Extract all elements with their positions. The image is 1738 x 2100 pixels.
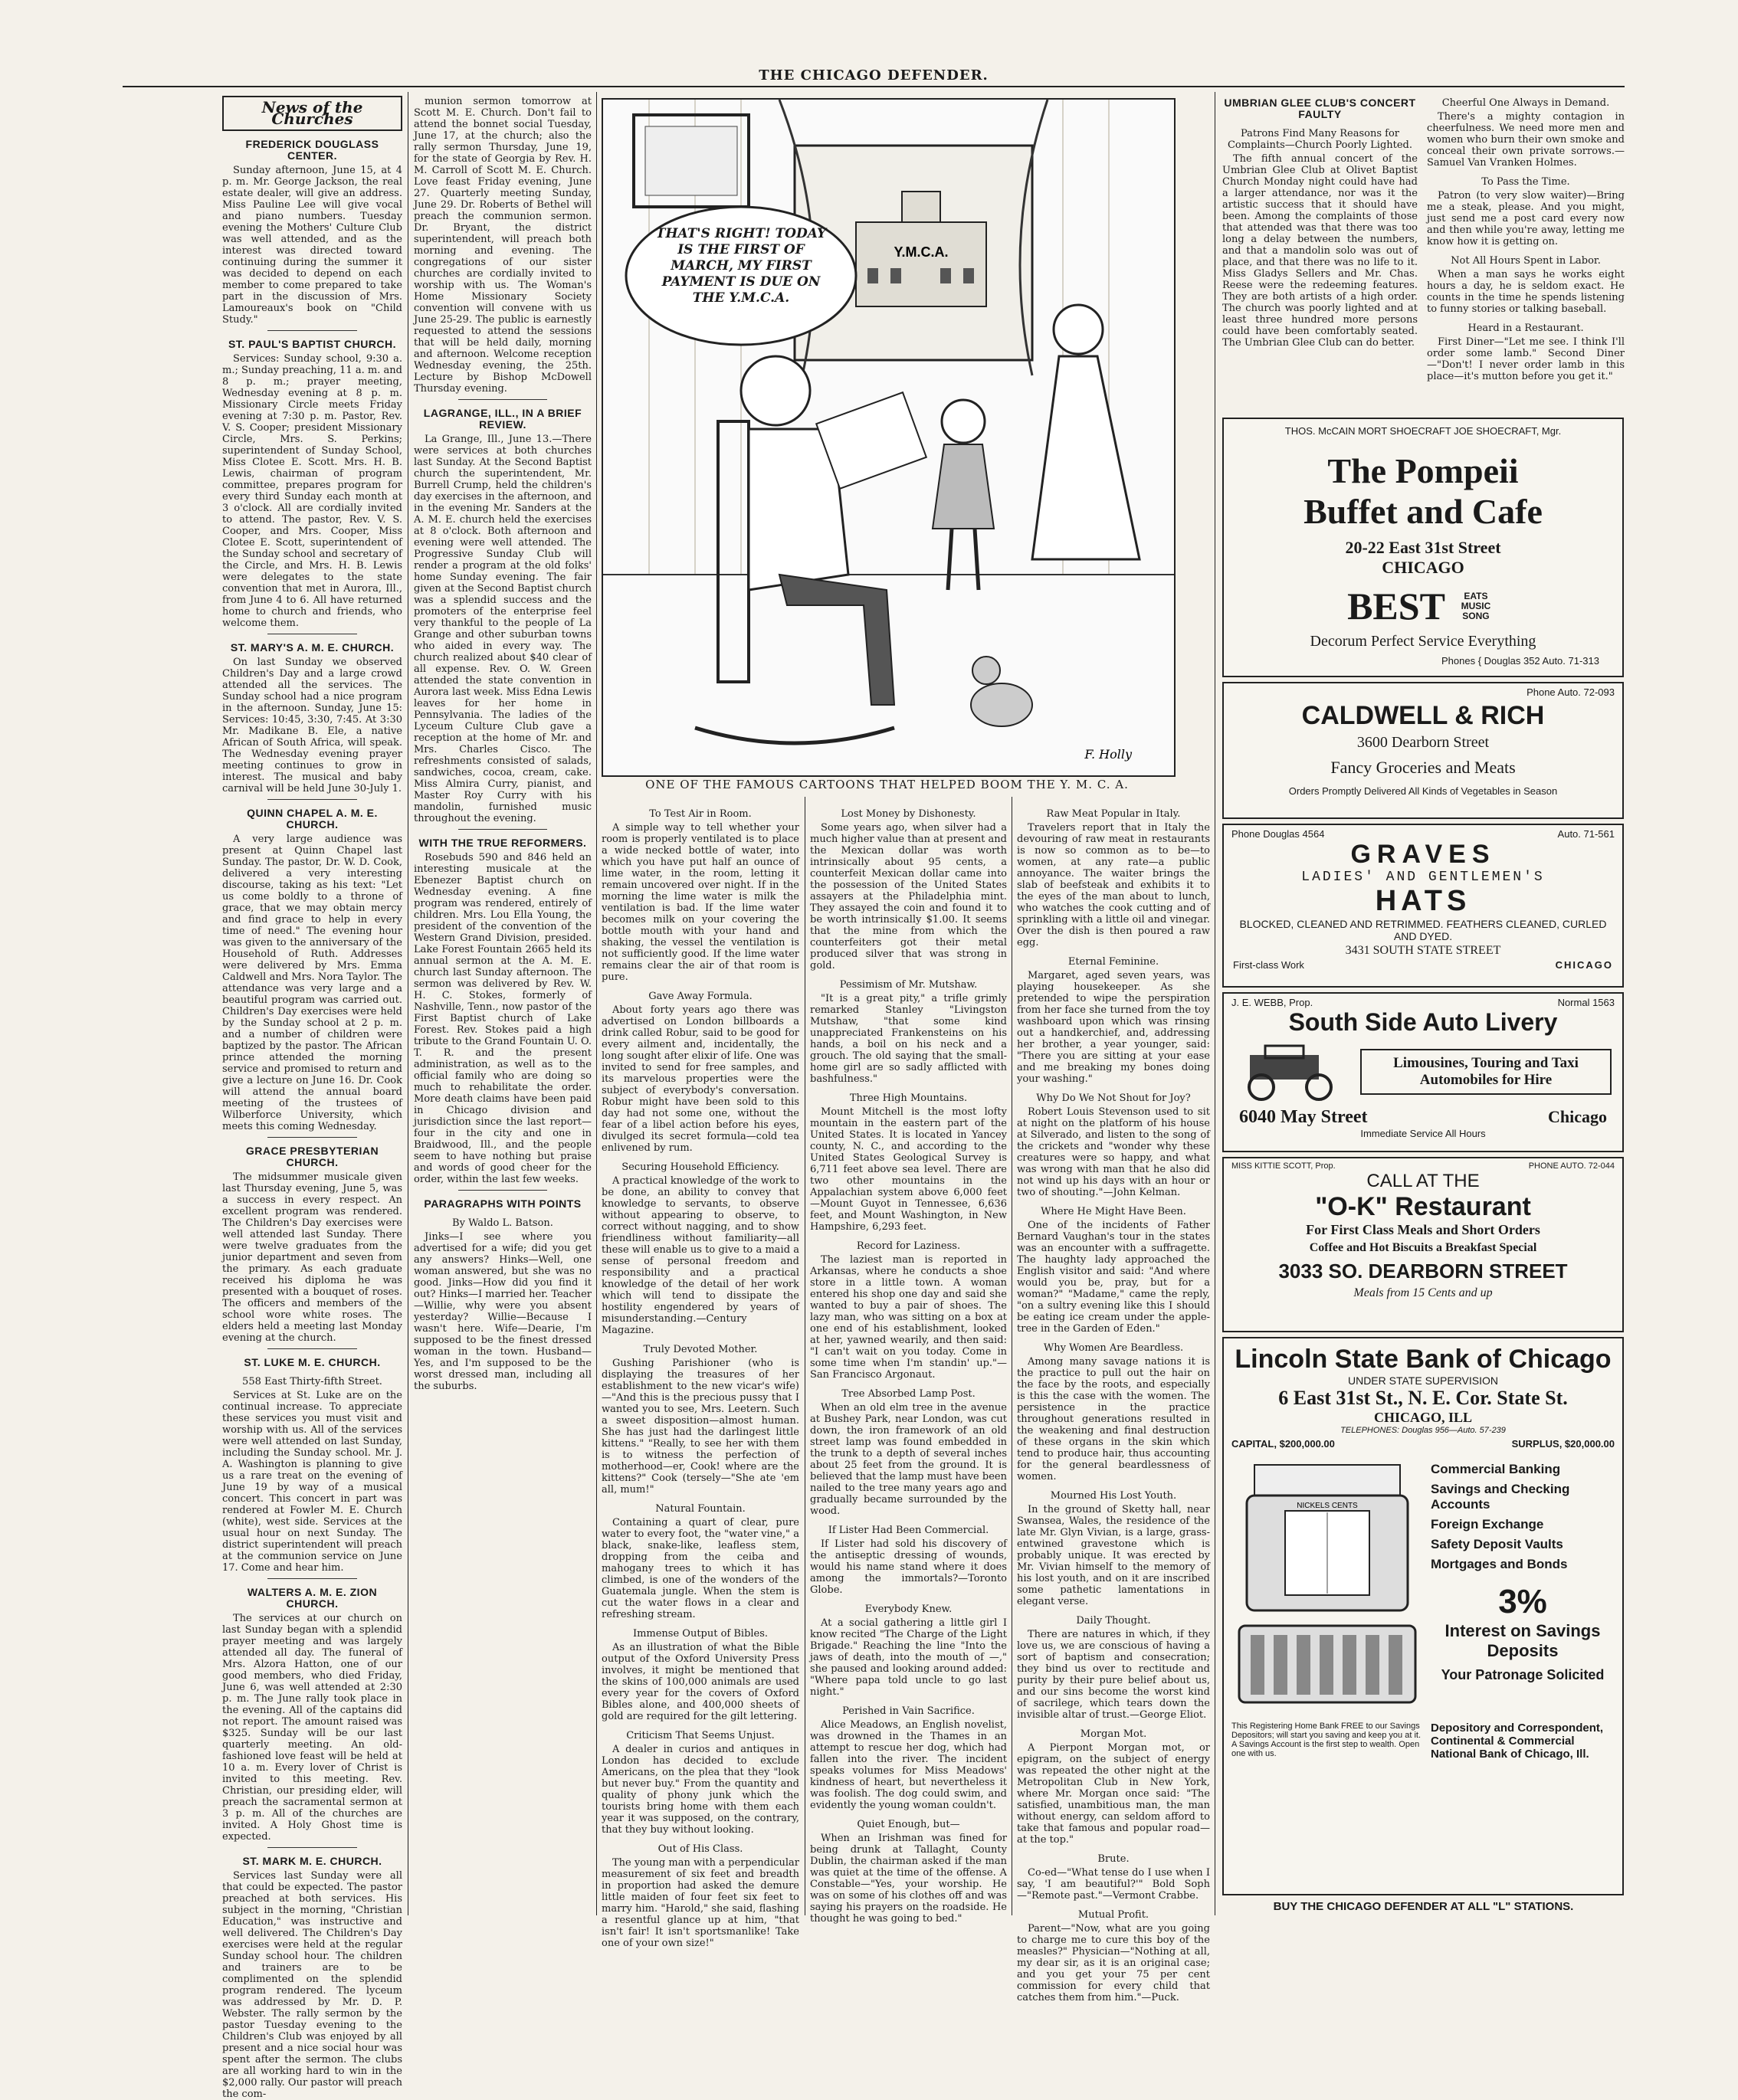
article-text: One of the incidents of Father Bernard Vaughan's tour in the states was an encounter with a suffragette. The haughty lady approached the English visitor and said: "And where would you be, pray, but for a woman?" "Madame," came the reply, "on a sultry evening like this I should be eating ice cream under the apple-tree in the Garden of Eden." xyxy=(1017,1220,1210,1335)
ad-hats: HATS xyxy=(1375,885,1471,917)
article-text: Robert Louis Stevenson used to sit at night on the platform of his house at Silverado, and listen to the song of the crickets and "wonder why these creatures were so happy, and what was wrong with man that he also did not wind up his days with an hour or two of shouting."—John Kelman. xyxy=(1017,1106,1210,1198)
article-text: Gushing Parishioner (who is displaying the treasures of her establishment to the new vicar's wife)—"And this is the precious pussy that I wanted you to see, Mrs. Leetern. Such a sweet disposition—almost human. She has just had the darlingest little kittens." "Really, to see her with them is to witness the perfection of motherhood—er, Cook! where are the kittens?" Cook (tersely—"She ate 'em all, mum!" xyxy=(602,1358,799,1496)
article-text: Patron (to very slow waiter)—Bring me a steak, please. And you might, just send me a post card every now and then while you're away, letting me know how it is getting on. xyxy=(1427,190,1625,247)
ad-owners: THOS. McCAIN MORT SHOECRAFT JOE SHOECRAFT, Mgr. xyxy=(1284,425,1562,437)
short-items-column xyxy=(1427,96,1625,410)
article-title: FREDERICK DOUGLASS CENTER. xyxy=(245,138,379,162)
article-text: munion sermon tomorrow at Scott M. E. Church. Don't fail to attend the bonnet social Tuesday, June 17, at the church; also the rally sermon Thursday, June 19, for the state of Georgia by Rev. H. M. Carroll of Scott M. E. Church. Love feast Friday evening, June 27. Quarterly meeting Sunday, June 29. Dr. Roberts of Bethel will preach the communion sermon. Dr. Bryant, the district superintendent, will preach both morning and evening. The congregations of our sister churches are cordially invited to worship with us. The Woman's Home Missionary Society convention will convene with us June 25-29. The public is earnestly requested to attend the sessions that will be held daily, morning and afternoon. Welcome reception Wednesday evening, the 25th. Lecture by Bishop McDowell Thursday evening. xyxy=(414,96,592,395)
article-text: Alice Meadows, an English novelist, was drowned in the Thames in an attempt to rescue her dog, which had fallen into the river. The incident speaks volumes for Miss Meadows' kindness of heart, but nevertheless it was foolish. The dog could swim, and evidently the young woman couldn't. xyxy=(810,1719,1007,1811)
ad-telephones: TELEPHONES: Douglas 956—Auto. 57-239 xyxy=(1340,1426,1506,1435)
article-title: ST. LUKE M. E. CHURCH. xyxy=(244,1356,381,1368)
divider xyxy=(458,399,547,400)
article-text: Mount Mitchell is the most lofty mountain in the eastern part of the United States. It is located in Yancey county, N. C., and according to the United States Geological Survey is 6,711 feet above sea level. There are two other mountains in the Appalachian system above 6,000 feet—Mount Guyot in Tennessee, 6,636 feet, and Mount Washington, in New Hampshire, 6,293 feet. xyxy=(810,1106,1007,1233)
article-title: Where He Might Have Been. xyxy=(1041,1206,1186,1217)
ad-city: CHICAGO xyxy=(1382,558,1464,577)
article-text: A dealer in curios and antiques in London has decided to exclude Americans, on the plea that they "look but never buy." From the quantity and quality of phony junk which the tourists bring home with them each year it was supposed, on the contrary, that they buy without looking. xyxy=(602,1744,799,1836)
article-title: ST. PAUL'S BAPTIST CHURCH. xyxy=(228,338,397,350)
ad-line: Coffee and Hot Biscuits a Breakfast Special xyxy=(1309,1241,1537,1254)
article-text: The laziest man is reported in Arkansas, where he conducts a shoe store in a little town. A woman entered his shop one day and said she wanted to buy a pair of shoes. The lazy man, who was sitting on a box at one end of his establishment, looked at her, yawned wearily, and then said: "I can't wait on you today. Come in some time when I'm standin' up."—San Francisco Argonaut. xyxy=(810,1254,1007,1381)
article-text: The young man with a perpendicular measurement of six feet and breadth in proportion had asked the demure little maiden of four feet six feet to marry him. "Harold," she said, flashing a resentful glance up at him, "that isn't fair! It isn't sportsmanlike! Take one of your own size!" xyxy=(602,1857,799,1949)
article-text: Containing a quart of clear, pure water to every foot, the "water vine," a black, snake-like, leafless stem, dropping from the ceiba and mahogany trees to which it has climbed, is one of the wonders of the Guatemala jungle. When the stem is cut the water flows in a clear and refreshing stream. xyxy=(602,1517,799,1620)
ad-service: Safety Deposit Vaults xyxy=(1431,1537,1563,1551)
article-title: Lost Money by Dishonesty. xyxy=(841,808,976,820)
ad-subtitle: LADIES' AND GENTLEMEN'S xyxy=(1301,870,1545,885)
divider xyxy=(267,1137,358,1138)
auto-livery-ad xyxy=(1222,992,1624,1152)
ad-slogan: Decorum Perfect Service Everything xyxy=(1310,633,1536,650)
church-news-column xyxy=(222,96,402,2100)
ad-title: Lincoln State Bank of Chicago xyxy=(1235,1345,1612,1374)
article-text: When an Irishman was fined for being drunk at Tallaght, County Dublin, the chairman asked if the man was quiet at the time of the offense. A Constable—"Yes, your worship. He was on some of his clothes off and was saying his prayers on the roadside. He thought he was going to bed." xyxy=(810,1833,1007,1925)
ad-footer: Orders Promptly Delivered All Kinds of Vegetables in Season xyxy=(1288,785,1558,797)
ad-phone: Auto. 71-561 xyxy=(1557,828,1615,840)
article-text: As an illustration of what the Bible output of the Oxford University Press involves, it might be mentioned that the skins of 100,000 animals are used every year for the covers of Oxford Bibles alone, and 400,000 sheets of gold are required for the gilt lettering. xyxy=(602,1642,799,1722)
ad-phone: Normal 1563 xyxy=(1557,997,1615,1008)
ad-address: 3431 SOUTH STATE STREET xyxy=(1345,944,1501,957)
article-title: Why Do We Not Shout for Joy? xyxy=(1036,1093,1191,1104)
article-title: QUINN CHAPEL A. M. E. CHURCH. xyxy=(247,807,378,830)
ad-title: CALDWELL & RICH xyxy=(1301,701,1545,730)
article-text: A practical knowledge of the work to be done, an ability to convey that knowledge to servants, to observe without appearing to observe, to correct without nagging, and to show friendliness without familiarity—all these will enable us to give to a maid a sense of personal freedom and responsibility and a practical knowledge of the detail of her work which will tend to dissipate the hostility engendered by years of misunderstanding.—Century Magazine. xyxy=(602,1175,799,1336)
ad-depository: Depository and Correspondent, Continental & Commercial National Bank of Chicago, Ill. xyxy=(1431,1722,1604,1761)
ad-service: Foreign Exchange xyxy=(1431,1517,1544,1532)
ad-address: 20-22 East 31st Street xyxy=(1345,538,1501,557)
article-title: Why Women Are Beardless. xyxy=(1043,1342,1184,1354)
ad-service: Savings and Checking Accounts xyxy=(1431,1482,1570,1512)
ad-middle-row xyxy=(1224,1037,1622,1107)
article-title: GRACE PRESBYTERIAN CHURCH. xyxy=(245,1145,379,1168)
ad-line: For First Class Meals and Short Orders xyxy=(1306,1222,1540,1237)
ad-best-row xyxy=(1224,584,1622,628)
church-news-header: News of the Churches xyxy=(222,96,402,131)
article-byline: By Waldo L. Batson. xyxy=(452,1217,553,1229)
divider xyxy=(458,829,547,830)
artist-signature: F. Holly xyxy=(1084,747,1132,762)
ad-top-row xyxy=(1224,994,1622,1008)
cartoon-illustration xyxy=(603,100,1174,775)
article-title: ST. MARY'S A. M. E. CHURCH. xyxy=(230,641,395,654)
ad-city: CHICAGO, ILL xyxy=(1373,1410,1473,1425)
ad-right: CHICAGO xyxy=(1555,959,1613,971)
ad-best: BEST xyxy=(1347,585,1445,627)
divider xyxy=(267,1348,358,1349)
pompeii-ad xyxy=(1222,418,1624,677)
article-text: Travelers report that in Italy the devouring of raw meat in restaurants is now so common as to be—to women, at any rate—a public annoyance. The waiter brings the slab of beefsteak and exhibits it to the eyes of the man about to lunch, who watches the cook cutting and of sprinkling with a little oil and vinegar. Over the dish is then poured a raw egg. xyxy=(1017,822,1210,948)
ad-tagline: EATS MUSIC SONG xyxy=(1461,590,1491,621)
ad-title: Buffet and Cafe xyxy=(1304,492,1543,531)
article-title: Cheerful One Always in Demand. xyxy=(1441,97,1610,109)
article-title: Heard in a Restaurant. xyxy=(1467,323,1584,334)
article-title: If Lister Had Been Commercial. xyxy=(828,1525,989,1536)
ad-rate: 3% xyxy=(1498,1583,1547,1620)
ad-line: BLOCKED, CLEANED AND RETRIMMED. FEATHERS CLEANED, CURLED AND DYED. xyxy=(1239,918,1607,942)
article-text: Margaret, aged seven years, was playing housekeeper. As she pretended to wipe the perspiration from her face she turned from the toy washboard upon which was rinsing out a handkerchief, and, addressing her brother, a year younger, said: "There you are sitting at your ease and me breaking my bones doing your washing." xyxy=(1017,970,1210,1085)
ad-line: Fancy Groceries and Meats xyxy=(1330,758,1516,777)
ad-promo: This Registering Home Bank FREE to our Savings Depositors; will start you saving and keep you at it. A Savings Account is the first step to wealth. Open one with us. xyxy=(1231,1722,1422,1758)
ad-footer: Immediate Service All Hours xyxy=(1360,1128,1486,1139)
ad-phones: Phones { Douglas 352 Auto. 71-313 xyxy=(1441,655,1599,667)
article-text: Services at St. Luke are on the continual increase. To appreciate these services you must visit and worship with us. All of the services were well attended on last Sunday, including the Sunday school. Mr. J. A. Washington is planning to give us a rare treat on the evening of June 19 by way of a musical concert. This concert in part was rendered at Fowler M. E. Church (white), west side. Services at the usual hour on next Sunday. The district superintendent will preach at the communion service on June 17. Come and hear him. xyxy=(222,1390,402,1574)
ad-address: 6040 May Street xyxy=(1239,1107,1368,1127)
article-title: WITH THE TRUE REFORMERS. xyxy=(418,837,587,849)
article-text: Services last Sunday were all that could be expected. The pastor preached at both services. His subject in the morning, "Christian Education," was instructive and well delivered. The Children's Day exercises were held at the regular Sunday school hour. The children and trainers are to be complimented on the splendid program rendered. The lyceum was addressed by Mr. D. P. Webster. The rally sermon by the pastor Tuesday evening to the Children's Club was enjoyed by all present and a nice social hour was spent after the sermon. The clubs are all working hard to win in the $2,000 rally. Our pastor will preach the com- xyxy=(222,1870,402,2100)
article-text: A Pierpont Morgan mot, or epigram, on the subject of energy was repeated the other night at the Metropolitan Club in New York, where Mr. Morgan once said: "The satisfied, unambitious man, the man without energy, can seldom afford to take that famous and popular road—at the top." xyxy=(1017,1742,1210,1846)
column-rule-2 xyxy=(596,92,597,1915)
ad-phone-row xyxy=(1224,825,1622,840)
article-text: When a man says he works eight hours a day, he is seldom exact. He counts in the time he spends listening to funny stories or talking baseball. xyxy=(1427,269,1625,315)
ad-service: Mortgages and Bonds xyxy=(1431,1557,1568,1571)
ad-top-row xyxy=(1224,1158,1622,1171)
ad-title: GRAVES xyxy=(1350,840,1496,869)
article-title: Mutual Profit. xyxy=(1077,1909,1149,1921)
lincoln-bank-ad xyxy=(1222,1337,1624,1895)
article-text: Services: Sunday school, 9:30 a. m.; Sunday preaching, 11 a. m. and 8 p. m.; prayer meeting, Wednesday evening at 8 p. m. Missionary Circle meets Friday evening at 7:30 p. m. Pastor, Rev. V. S. Cooper; president Missionary Circle, Mrs. S. Perkins; superintendent of Sunday School, Miss Clotee E. Scott. Mrs. H. B. Lewis, chairman of program committee, prepares program for every third Sunday each month at 3 o'clock. All are cordially invited to attend. The pastor, Rev. V. S. Cooper, and Mrs. Cooper, Miss Clotee E. Scott, superintendent of the Sunday school and secretary of the Circle, and Mrs. H. B. Lewis were delegates to the state convention that met in Aurora, Ill., from June 4 to 6. All have returned home to church and friends, who welcome them. xyxy=(222,353,402,629)
article-title: Securing Household Efficiency. xyxy=(621,1161,779,1173)
news-column-5 xyxy=(1017,801,1210,2003)
glee-club-article xyxy=(1222,96,1418,410)
article-title: Natural Fountain. xyxy=(655,1503,746,1515)
article-text: At a social gathering a little girl I know recited "The Charge of the Light Brigade." Reaching the line "Into the jaws of death, into the mouth of —," she paused and looking around added: "Where papa told uncle to go last night." xyxy=(810,1617,1007,1698)
article-title: ST. MARK M. E. CHURCH. xyxy=(242,1855,382,1867)
article-title: Not All Hours Spent in Labor. xyxy=(1451,255,1601,267)
article-text: There's a mighty contagion in cheerfulness. We need more men and women who burn their own smoke and conceal their own private sorrows.—Samuel Van Vranken Holmes. xyxy=(1427,111,1625,169)
article-title: Out of His Class. xyxy=(657,1843,743,1855)
caldwell-rich-ad xyxy=(1222,682,1624,819)
ad-phone: PHONE AUTO. 72-044 xyxy=(1528,1161,1615,1171)
ad-interest: Interest on Savings Deposits xyxy=(1445,1621,1601,1660)
ok-restaurant-ad xyxy=(1222,1157,1624,1332)
article-subtitle: 558 East Thirty-fifth Street. xyxy=(242,1376,382,1387)
article-text: Jinks—I see where you advertised for a wife; did you get any answers? Hinks—Well, one woman answered, but she was no good. Jinks—How did you find it out? Hinks—I married her. Teacher—Willie, why were you absent yesterday? Willie—Because I wasn't here. Wife—Dearie, I'm supposed to be the finest dressed woman in the town. Husband—Yes, and I'm supposed to be the worst dressed man, including all the suburbs. xyxy=(414,1231,592,1392)
ad-patronage: Your Patronage Solicited xyxy=(1441,1667,1605,1682)
news-column-3 xyxy=(602,801,799,1949)
article-text: About forty years ago there was advertised on London billboards a drink called Robur, said to be good for every ailment and, incidentally, the long sought after elixir of life. One was invited to send for free samples, and its marvelous properties were the subject of everybody's conversation. Robur might have been sold to this day had not some one, without the fear of a libel action before his eyes, divulged its secret formula—cold tea enlivened by rum. xyxy=(602,1004,799,1154)
ad-address: 3600 Dearborn Street xyxy=(1356,734,1490,751)
article-text: Among many savage nations it is the practice to pull out the hair on the face by the roots, and especially is this the case with the women. The persistence in the practice throughout generations resulted in the weakening and final destruction of these organs in the skin which tend to produce hair, thus accounting for the general beardlessness of women. xyxy=(1017,1356,1210,1482)
article-title: Everybody Knew. xyxy=(864,1604,953,1615)
ad-call: CALL AT THE xyxy=(1366,1171,1480,1191)
divider xyxy=(267,1847,358,1848)
article-title: PARAGRAPHS WITH POINTS xyxy=(424,1197,582,1210)
article-title: Truly Devoted Mother. xyxy=(643,1344,758,1355)
ad-service: Commercial Banking xyxy=(1431,1462,1561,1476)
article-title: Mourned His Lost Youth. xyxy=(1050,1490,1177,1502)
article-title: UMBRIAN GLEE CLUB'S CONCERT FAULTY xyxy=(1224,97,1416,120)
article-title: Gave Away Formula. xyxy=(648,991,753,1002)
ad-title: The Pompeii xyxy=(1327,451,1519,490)
article-text: The services at our church on last Sunday began with a splendid prayer meeting and was largely attended all day. The funeral of Mrs. Alzora Hatton, one of our good members, who died Friday, June 6, was well attended at 2:30 p. m. The June rally took place in the evening. All of the captains did not report. The amount raised was $325. Sunday will be our last quarterly meeting. An old-fashioned love feast will be held at 10 a. m. Every lover of Christ is invited to this meeting. Rev. Christian, our presiding elder, will preach the sacramental sermon at 3 p. m. All of the churches are invited. A Holy Ghost time is expected. xyxy=(222,1613,402,1843)
ad-capital: CAPITAL, $200,000.00 xyxy=(1231,1438,1335,1450)
article-title: To Test Air in Room. xyxy=(649,808,752,820)
article-title: Raw Meat Popular in Italy. xyxy=(1046,808,1181,820)
ad-title: "O-K" Restaurant xyxy=(1315,1192,1531,1221)
article-title: Morgan Mot. xyxy=(1080,1728,1147,1740)
article-text: The midsummer musicale given last Thursday evening, June 5, was a success in every respect. An excellent program was rendered. The Children's Day exercises were well attended last Sunday. There were twelve graduates from the junior department and seven from the primary. As each graduate received his diploma he was presented with a bouquet of roses. The officers and members of the school wore white roses. The elders held a meeting last Monday evening at the church. xyxy=(222,1171,402,1344)
article-title: Eternal Feminine. xyxy=(1067,956,1159,968)
ad-title: South Side Auto Livery xyxy=(1288,1008,1558,1036)
ad-coin-bank xyxy=(1231,1457,1423,1714)
ad-services xyxy=(1431,1457,1615,1714)
article-text: There are natures in which, if they love us, we are conscious of having a sort of baptism and consecration; they bind us over to rectitude and purity by their pure belief about us, and our sins become the worst kind of sacrilege, which tears down the invisible altar of trust.—George Eliot. xyxy=(1017,1629,1210,1721)
article-title: Quiet Enough, but— xyxy=(857,1819,960,1830)
article-text: Rosebuds 590 and 846 held an interesting musicale at the Ebenezer Baptist church on Wednesday evening. A fine program was rendered, entirely of children. Mrs. Lou Ella Young, the president of the convention of the Western Grand Division, presided. Lake Forest Fountain 2665 held its annual sermon at the A. M. E. church last Sunday afternoon. The sermon was delivered by Rev. W. H. C. Stokes, formerly of Nashville, Tenn., now pastor of the First Baptist church of Lake Forest. Rev. Stokes paid a high tribute to the Grand Fountain U. O. T. R. and the present administration, as well as to the official family who are doing so much to rehabilitate the order. More death claims have been paid in Chicago division and jurisdiction since the last report—four in the city and one in Braidwood, Ill., and the people seem to have nothing but praise and words of good cheer for the order, within the last few weeks. xyxy=(414,852,592,1185)
article-title: Immense Output of Bibles. xyxy=(632,1628,769,1640)
divider xyxy=(267,330,358,331)
article-title: WALTERS A. M. E. ZION CHURCH. xyxy=(247,1586,378,1610)
article-title: Pessimism of Mr. Mutshaw. xyxy=(839,979,978,991)
article-title: Three High Mountains. xyxy=(849,1093,968,1104)
ymca-cartoon xyxy=(602,98,1176,777)
ad-surplus: SURPLUS, $20,000.00 xyxy=(1511,1438,1615,1450)
article-title: LAGRANGE, ILL., IN A BRIEF REVIEW. xyxy=(423,407,582,431)
article-title: Perished in Vain Sacrifice. xyxy=(842,1705,975,1717)
article-text: Some years ago, when silver had a much higher value than at present and the Mexican dollar was worth intrinsically about 95 cents, a counterfeit Mexican dollar came into the possession of the United States assayers at the Philadelphia mint. They assayed the coin and found it to be worth intrinsically $1.00. It seems that the mine from which the counterfeiters got their metal produced silver that was strong in gold. xyxy=(810,822,1007,971)
article-text: In the ground of Sketty hall, near Swansea, Wales, the residence of the late Mr. Glyn Vivian, is a large, grass-entwined gravestone which is probably unique. It was erected by Mr. Vivian himself to the memory of his lost youth, and on it are inscribed some pathetic lamentations in elegant verse. xyxy=(1017,1504,1210,1607)
ad-prop: J. E. WEBB, Prop. xyxy=(1231,997,1313,1008)
top-rule xyxy=(123,86,1625,87)
article-text: Co-ed—"What tense do I use when I say, 'I am beautiful?'" Bold Soph—"Remote past."—Vermont Crabbe. xyxy=(1017,1867,1210,1902)
footer-tagline: BUY THE CHICAGO DEFENDER AT ALL "L" STATIONS. xyxy=(1273,1900,1574,1913)
ad-address-row xyxy=(1224,1107,1622,1128)
article-text: A very large audience was present at Quinn Chapel last Sunday. The pastor, Dr. W. D. Cook, delivered a very interesting discourse, taking as his text: "Let us come boldly to a throne of grace, that we may obtain mercy and find grace to help in every time of need." The evening hour was given to the anniversary of the Household of Ruth. Addresses were delivered by Mrs. Emma Caldwell and Mrs. Nora Taylor. The attendance was very large and a beautiful program was carried out. Children's Day exercises were held by the Sunday school at 2 p. m. and a number of children were baptized by the pastor. The African prince attended the morning service and promised to return and give a lecture on June 16. Dr. Cook will attend the annual board meeting of the trustees of Wilberforce University, which meets this coming Wednesday. xyxy=(222,834,402,1132)
cartoon-caption: ONE OF THE FAMOUS CARTOONS THAT HELPED BOOM THE Y. M. C. A. xyxy=(645,778,1129,791)
article-title: Tree Absorbed Lamp Post. xyxy=(841,1388,976,1400)
ad-bank-footer xyxy=(1224,1718,1622,1764)
ad-left: First-class Work xyxy=(1233,959,1304,971)
ad-city: Chicago xyxy=(1548,1107,1607,1126)
article-title: Criticism That Seems Unjust. xyxy=(626,1730,775,1741)
ad-address: 3033 SO. DEARBORN STREET xyxy=(1278,1260,1568,1283)
automobile-icon xyxy=(1235,1041,1349,1102)
article-text: "It is a great pity," a trifle grimly remarked Stanley "Livingston Mutshaw, "that some kind unappreciated Frankensteins on his hands, a boil on his neck and a grouch. The old saying that the small-home girl are so sadly afflicted with bashfulness." xyxy=(810,993,1007,1085)
article-text: On last Sunday we observed Children's Day and a large crowd attended all the services. The Sunday school had a nice program in the afternoon. Sunday, June 15: Services: 10:45, 3:30, 7:45. At 3:30 Mr. Madikane B. Ele, a native African of South Africa, will speak. The Wednesday evening prayer meeting continues to grow in interest. The musical and baby carnival will be held June 30-July 1. xyxy=(222,657,402,794)
divider xyxy=(267,799,358,800)
article-title: Record for Laziness. xyxy=(856,1240,961,1252)
ad-phone: Phone Auto. 72-093 xyxy=(1526,686,1615,698)
masthead: THE CHICAGO DEFENDER. xyxy=(759,67,989,84)
article-text: Parent—"Now, what are you going to charge me to cure this boy of the measles?" Physician—"Nothing at all, my dear sir, as it is an original case; and you get your 75 per cent commission for every child that catches them from him."—Puck. xyxy=(1017,1923,1210,2003)
ad-address: 6 East 31st St., N. E. Cor. State St. xyxy=(1278,1387,1568,1409)
ad-bank-body xyxy=(1224,1453,1622,1718)
ad-phone: Phone Douglas 4564 xyxy=(1231,828,1325,840)
article-text: First Diner—"Let me see. I think I'll order some lamb." Second Diner—"Don't! I never order lamb in this place—it's mutton before you get it." xyxy=(1427,336,1625,382)
article-text: The fifth annual concert of the Umbrian Glee Club at Olivet Baptist Church Monday night could have had a larger attendance, nor was it the artistic success that it should have been. Among the complaints of those that attended was that there was too long a delay between the numbers, and that a mandolin solo was out of place, and that there was no life to it. Miss Gladys Sellers and Mr. Chas. Reese were the redeeming features. They are both artists of a high order. The church was poorly lighted and at least three hundred more persons could have been comfortably seated. The Umbrian Glee Club can do better. xyxy=(1222,153,1418,349)
ad-subtitle: UNDER STATE SUPERVISION xyxy=(1347,1374,1499,1387)
article-text: Sunday afternoon, June 15, at 4 p. m. Mr. George Jackson, the real estate dealer, will give an address. Miss Pauline Lee will give vocal and piano numbers. Tuesday evening the Mothers' Culture Club was well attended, and as the interest was directed toward continuing during the summer it was decided to depend on each member to come prepared to take part in the discussion of Mrs. Lamoureaux's book on "Child Study." xyxy=(222,165,402,326)
news-column-2 xyxy=(414,96,592,1919)
article-text: If Lister had sold his discovery of the antiseptic dressing of wounds, would his name stand where it does among the immortals?—Toronto Globe. xyxy=(810,1538,1007,1596)
article-text: When an old elm tree in the avenue at Bushey Park, near London, was cut down, the iron framework of an old street lamp was found embedded in the trunk to a depth of several inches about 25 feet from the ground. It is believed that the lamp must have been nailed to the tree many years ago and gradually became surrounded by the wood. xyxy=(810,1402,1007,1517)
ad-service-box: Limousines, Touring and Taxi Automobiles for Hire xyxy=(1360,1049,1612,1095)
ad-capital-row xyxy=(1224,1435,1622,1453)
ad-footer: Meals from 15 Cents and up xyxy=(1353,1286,1493,1299)
article-title: To Pass the Time. xyxy=(1481,176,1570,188)
building-sign: Y.M.C.A. xyxy=(894,244,949,260)
article-subtitle: Patrons Find Many Reasons for Complaints—Church Poorly Lighted. xyxy=(1227,128,1413,151)
divider xyxy=(267,1578,358,1579)
news-column-4 xyxy=(810,801,1007,1925)
speech-bubble-text: THAT'S RIGHT! TODAY IS THE FIRST OF MARCH, MY FIRST PAYMENT IS DUE ON THE Y.M.C.A. xyxy=(655,226,827,306)
article-title: Brute. xyxy=(1097,1853,1130,1865)
coin-bank-icon xyxy=(1231,1457,1423,1710)
divider xyxy=(458,1190,547,1191)
article-text: La Grange, Ill., June 13.—There were services at both churches last Sunday. At the Second Baptist church the superintendent, Mr. Burrell Crump, held the children's day exercises in the afternoon, and in the evening Mr. Sanders at the A. M. E. church held the exercises at 8 o'clock. Both afternoon and evening were well attended. The Progressive Sunday Club will render a program at the old folks' home Sunday evening. The fair given at the Second Baptist church was a splendid success and the promoters of the enterprise feel very thankful to the people of La Grange and other suburban towns who aided in every way. The church realized about $40 clear of all expense. Rev. O. W. Green attended the state convention in Aurora last week. Miss Edna Lewis leaves for her home in Pennsylvania. The ladies of the Lyceum Culture Club gave a reception at the home of Mr. and Mrs. Charles Cisco. The refreshments consisted of salads, sandwiches, cocoa, cream, cake. Miss Almira Curry, pianist, and Master Roy Curry with his mandolin, furnished music throughout the evening. xyxy=(414,434,592,824)
graves-hats-ad xyxy=(1222,824,1624,988)
ad-foot-row xyxy=(1224,958,1622,972)
article-title: Daily Thought. xyxy=(1076,1615,1151,1627)
article-text: A simple way to tell whether your room is properly ventilated is to place a wide necked bottle of water, into which you have put half an ounce of lime water, in the room, letting it remain uncovered over night. If in the morning the lime water is milk the ventilation is bad. If the lime water becomes milk on your covering the bottle mouth with your hand and shaking, the vessel the ventilation is not sufficiently good. If the lime water remains clear the air of that room is pure. xyxy=(602,822,799,983)
coin-label: NICKELS CENTS xyxy=(1297,1502,1358,1510)
ad-prop: MISS KITTIE SCOTT, Prop. xyxy=(1231,1161,1336,1171)
